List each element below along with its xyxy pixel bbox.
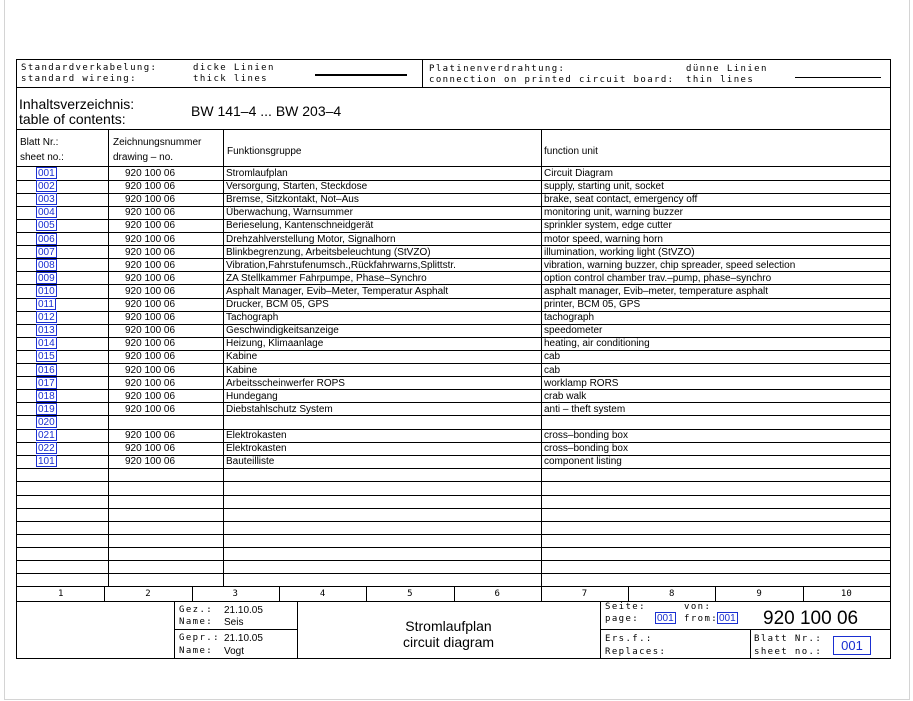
function-group-cell: Elektrokasten: [226, 430, 287, 441]
sheet-link[interactable]: 017: [38, 377, 55, 389]
function-unit-cell: heating, air conditioning: [544, 338, 650, 350]
page-label: page:: [605, 614, 640, 624]
drawing-number-cell: 920 100 06: [125, 220, 176, 232]
function-unit-cell: motor speed, warning horn: [544, 233, 663, 245]
function-group-cell: Drucker, BCM 05, GPS: [226, 299, 329, 310]
grid-number: 2: [145, 589, 151, 599]
toc-range: BW 141–4 ... BW 203–4: [191, 103, 342, 119]
grid-divider: [628, 586, 629, 601]
sheet-link[interactable]: 022: [38, 443, 55, 455]
thin-lines-de: dünne Linien: [686, 64, 768, 74]
table-row-line: [17, 415, 890, 416]
drawing-number-cell: 920 100 06: [125, 351, 176, 363]
grid-number: 5: [407, 589, 413, 599]
sheet-link[interactable]: 005: [38, 220, 55, 232]
drawing-number-cell: 920 100 06: [125, 377, 176, 389]
sheet-link[interactable]: 020: [38, 416, 55, 428]
function-unit-cell: cross–bonding box: [544, 430, 628, 441]
sheet-link[interactable]: 019: [38, 403, 55, 415]
blatt-label: Blatt Nr.:: [754, 634, 823, 644]
gez-date: 21.10.05: [224, 605, 263, 616]
sheet-link[interactable]: 011: [38, 299, 54, 310]
function-unit-cell: asphalt manager, Evib–meter, temperature asphalt: [544, 285, 769, 297]
col-sheet-de: Blatt Nr.:: [20, 137, 59, 148]
function-group-cell: Heizung, Klimaanlage: [226, 338, 324, 350]
sheet-link[interactable]: 016: [38, 364, 55, 376]
table-row-line: [17, 468, 890, 469]
sheet-link[interactable]: 012: [38, 312, 55, 324]
grid-number: 1: [57, 589, 64, 599]
sheet-link[interactable]: 013: [38, 325, 55, 337]
col-drawing-de: Zeichnungsnummer: [113, 137, 202, 148]
grid-divider: [192, 586, 193, 601]
function-unit-cell: illumination, working light (StVZO): [544, 246, 695, 258]
function-unit-cell: Circuit Diagram: [544, 168, 613, 179]
drawing-number-cell: 920 100 06: [125, 390, 176, 402]
sheet-link[interactable]: 101: [38, 456, 55, 468]
drawing-number-cell: 920 100 06: [125, 338, 176, 350]
drawing-number-cell: 920 100 06: [125, 456, 176, 468]
sheet-link[interactable]: 018: [38, 390, 55, 402]
sheet-link[interactable]: 004: [38, 207, 55, 219]
page-total-box[interactable]: 001: [719, 613, 736, 624]
ersf-label: Ers.f.:: [605, 634, 653, 644]
drawing-sheet: [16, 59, 891, 659]
function-unit-cell: vibration, warning buzzer, chip spreader, speed selection: [544, 259, 796, 271]
grid-number: 7: [581, 589, 588, 599]
drawing-number-cell: 920 100 06: [125, 194, 176, 206]
col-drawing-en: drawing – no.: [113, 152, 174, 163]
grid-divider: [454, 586, 455, 601]
function-group-cell: Stromlaufplan: [226, 168, 288, 179]
sheet-link[interactable]: 014: [38, 338, 55, 350]
function-unit-cell: cab: [544, 364, 561, 376]
function-unit-cell: crab walk: [544, 390, 587, 402]
gez-label: Gez.:: [179, 605, 214, 615]
grid-number: 6: [494, 589, 500, 599]
sheet-link[interactable]: 006: [38, 233, 55, 245]
sheet-link[interactable]: 003: [38, 194, 55, 206]
drawing-number-cell: 920 100 06: [125, 325, 176, 337]
function-group-cell: Kabine: [226, 364, 258, 376]
gepr-date: 21.10.05: [224, 633, 263, 644]
empty-row-line: [17, 534, 890, 535]
drawing-number-cell: 920 100 06: [125, 364, 176, 376]
page-number-box[interactable]: 001: [657, 613, 674, 624]
function-unit-cell: supply, starting unit, socket: [544, 181, 664, 193]
function-unit-cell: worklamp RORS: [544, 377, 619, 389]
sheet-link[interactable]: 002: [38, 181, 55, 193]
empty-row-line: [17, 481, 890, 482]
empty-row-line: [17, 573, 890, 574]
function-group-cell: Tachograph: [226, 312, 279, 324]
function-group-cell: Diebstahlschutz System: [226, 403, 333, 415]
title-de: Stromlaufplan: [405, 618, 492, 634]
drawn-by-name: Seis: [224, 617, 244, 628]
from-label: from:: [684, 614, 719, 624]
drawing-number-cell: 920 100 06: [125, 430, 176, 441]
function-unit-cell: anti – theft system: [544, 403, 626, 415]
function-unit-cell: printer, BCM 05, GPS: [544, 299, 641, 310]
grid-divider: [541, 586, 542, 601]
std-wiring-en: standard wireing:: [21, 74, 137, 84]
std-wiring-de: Standardverkabelung:: [21, 63, 158, 73]
empty-row-line: [17, 547, 890, 548]
grid-number: 4: [319, 589, 326, 599]
grid-number: 10: [840, 589, 852, 599]
sheet-link[interactable]: 021: [38, 430, 55, 441]
function-group-cell: ZA Stellkammer Fahrpumpe, Phase–Synchro: [226, 272, 427, 284]
pcb-wiring-de: Platinenverdrahtung:: [429, 64, 566, 74]
function-group-cell: Berieselung, Kantenschneidgerät: [226, 220, 374, 232]
gepr-label: Gepr.:: [179, 633, 220, 643]
name1-label: Name:: [179, 617, 214, 627]
sheet-no-label: sheet no.:: [754, 647, 823, 657]
grid-number: 9: [756, 589, 762, 599]
grid-divider: [104, 586, 105, 601]
toc-title-de: Inhaltsverzeichnis:: [19, 96, 135, 112]
drawing-number-cell: 920 100 06: [125, 246, 176, 258]
grid-number: 8: [669, 589, 675, 599]
function-group-cell: Asphalt Manager, Evib–Meter, Temperatur Asphalt: [226, 285, 449, 297]
function-unit-cell: component listing: [544, 456, 622, 468]
empty-row-line: [17, 508, 890, 509]
thin-line-sample: [795, 77, 881, 78]
function-group-cell: Überwachung, Warnsummer: [226, 207, 353, 219]
grid-divider: [279, 586, 280, 601]
function-group-cell: Bauteilliste: [226, 456, 275, 468]
function-unit-cell: sprinkler system, edge cutter: [544, 220, 672, 232]
drawing-number-cell: 920 100 06: [125, 233, 176, 245]
function-group-cell: Drehzahlverstellung Motor, Signalhorn: [226, 233, 396, 245]
name2-label: Name:: [179, 646, 214, 656]
function-unit-cell: cross–bonding box: [544, 443, 628, 455]
function-unit-cell: speedometer: [544, 325, 603, 337]
function-group-cell: Hundegang: [226, 390, 278, 402]
function-group-cell: Geschwindigkeitsanzeige: [226, 325, 339, 337]
thin-lines-en: thin lines: [686, 75, 755, 85]
drawing-number-cell: 920 100 06: [125, 259, 176, 271]
von-label: von:: [684, 602, 712, 612]
sheet-link[interactable]: 009: [38, 272, 55, 284]
thick-lines-de: dicke Linien: [193, 63, 275, 73]
grid-number: 3: [232, 589, 238, 599]
drawing-number-cell: 920 100 06: [125, 207, 176, 219]
pcb-wiring-en: connection on printed circuit board:: [429, 75, 675, 85]
drawing-number-cell: 920 100 06: [125, 443, 176, 455]
grid-divider: [715, 586, 716, 601]
function-group-cell: Bremse, Sitzkontakt, Not–Aus: [226, 194, 359, 206]
replaces-label: Replaces:: [605, 647, 667, 657]
grid-divider: [803, 586, 804, 601]
grid-divider: [366, 586, 367, 601]
drawing-number-cell: 920 100 06: [125, 312, 176, 324]
toc-title-en: table of contents:: [19, 111, 126, 127]
function-unit-cell: brake, seat contact, emergency off: [544, 194, 698, 206]
sheet-link[interactable]: 010: [38, 285, 55, 297]
function-group-cell: Versorgung, Starten, Steckdose: [226, 181, 368, 193]
drawing-number-cell: 920 100 06: [125, 181, 176, 193]
sheet-link[interactable]: 001: [38, 168, 55, 179]
empty-row-line: [17, 521, 890, 522]
drawing-number-cell: 920 100 06: [125, 168, 176, 179]
col-group: Funktionsgruppe: [227, 146, 302, 157]
seite-label: Seite:: [605, 602, 646, 612]
sheet-number-box[interactable]: 001: [833, 636, 871, 655]
thick-lines-en: thick lines: [193, 74, 269, 84]
col-sheet-en: sheet no.:: [20, 152, 64, 163]
function-group-cell: Blinkbegrenzung, Arbeitsbeleuchtung (StVZO): [226, 246, 431, 258]
empty-row-line: [17, 560, 890, 561]
thick-line-sample: [315, 74, 407, 76]
sheet-link[interactable]: 015: [38, 351, 55, 363]
function-group-cell: Kabine: [226, 351, 258, 363]
function-unit-cell: monitoring unit, warning buzzer: [544, 207, 683, 219]
title-en: circuit diagram: [402, 634, 495, 650]
function-unit-cell: tachograph: [544, 312, 595, 324]
function-unit-cell: option control chamber trav.–pump, phase–synchro: [544, 272, 772, 284]
sheet-link[interactable]: 008: [38, 259, 55, 271]
drawing-number-cell: 920 100 06: [125, 272, 176, 284]
function-group-cell: Elektrokasten: [226, 443, 287, 455]
function-group-cell: Vibration,Fahrstufenumsch.,Rückfahrwarns,Splittstr.: [226, 259, 456, 271]
drawing-number: 920 100 06: [763, 608, 859, 629]
empty-row-line: [17, 495, 890, 496]
sheet-link[interactable]: 007: [38, 246, 55, 258]
col-function: function unit: [544, 146, 598, 157]
drawing-number-cell: 920 100 06: [125, 299, 176, 310]
checked-by-name: Vogt: [224, 646, 245, 657]
function-unit-cell: cab: [544, 351, 561, 363]
drawing-number-cell: 920 100 06: [125, 285, 176, 297]
drawing-number-cell: 920 100 06: [125, 403, 176, 415]
function-group-cell: Arbeitsscheinwerfer ROPS: [226, 377, 345, 389]
